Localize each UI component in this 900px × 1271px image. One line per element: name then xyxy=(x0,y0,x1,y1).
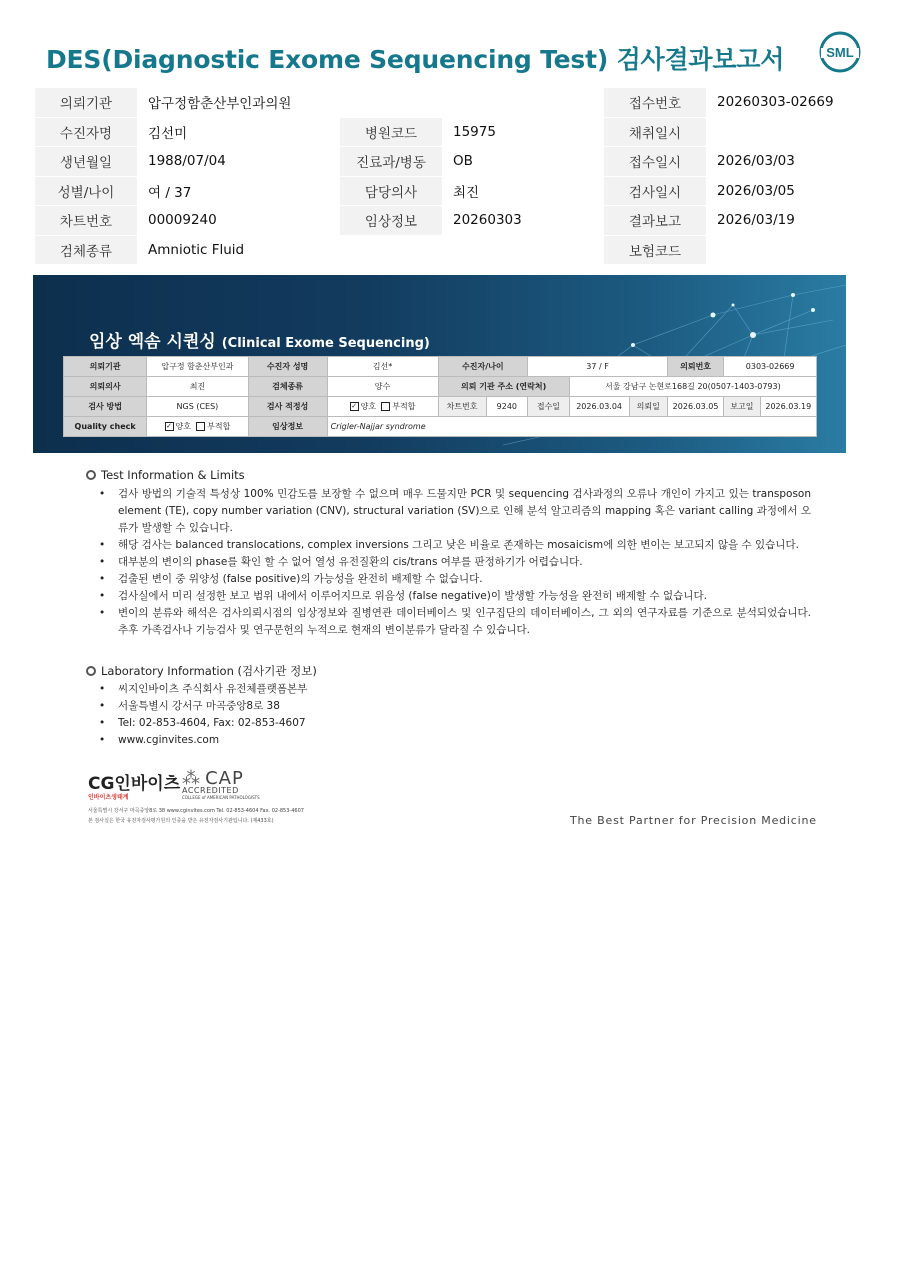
footer-address: 서울특별시 강서구 마곡중앙8로 38 www.cginvites.com Tel. 02-853-4604 Fax. 02-853-4607 xyxy=(88,808,304,814)
value-test-date: 2026/03/05 xyxy=(706,176,864,206)
value-result-report: 2026/03/19 xyxy=(706,206,864,236)
ces-title xyxy=(89,327,430,352)
ces-label-request-date: 의뢰일 xyxy=(629,397,667,417)
label-receipt-date: 접수일시 xyxy=(604,147,706,177)
ces-label-method: 검사 방법 xyxy=(64,397,147,417)
ces-value-doctor: 최진 xyxy=(147,377,248,397)
ces-label-report-date: 보고일 xyxy=(724,397,760,417)
ces-value-receipt: 2026.03.04 xyxy=(569,397,629,417)
label-receipt-number: 접수번호 xyxy=(604,88,706,117)
ces-info-table xyxy=(63,356,817,437)
cginvites-sub: 인바이츠생태계 xyxy=(88,794,129,801)
checked-box-icon: ✓ xyxy=(351,402,358,410)
ces-title-en: (Clinical Exome Sequencing) xyxy=(221,336,430,351)
list-item: • 검사 방법의 기술적 특성상 100% 민감도를 보장할 수 없으며 매우 드물지만 PCR 및 sequencing 검사과정의 오류나 개인이 가지고 있는 transposon element (TE), copy number variation (CNV), structural variation (SV)으로 인해 분석 알고리즘의 mapping 혹은 variant calling 과정에서 오류가 발생할 수 있습니다. xyxy=(99,486,811,537)
label-test-date: 검사일시 xyxy=(604,176,706,206)
ces-value-method: NGS (CES) xyxy=(147,397,248,417)
cap-college-text: COLLEGE of AMERICAN PATHOLOGISTS xyxy=(182,795,260,800)
ces-label-clinical: 임상정보 xyxy=(248,417,327,437)
label-hospital-code: 병원코드 xyxy=(340,117,442,147)
list-item: • Tel: 02-853-4604, Fax: 02-853-4607 xyxy=(99,715,307,732)
lab-info-heading xyxy=(86,663,317,679)
ces-label-request-no: 의뢰번호 xyxy=(667,357,723,377)
list-item: • 해당 검사는 balanced translocations, complex inversions 그리고 낮은 비율로 존재하는 mosaicism에 의한 변이는 보고되지 않을 수 있습니다. xyxy=(99,537,811,554)
table-row xyxy=(64,377,817,397)
empty-box-icon xyxy=(196,422,205,431)
cap-text: CAP xyxy=(205,768,244,789)
ces-label-doctor: 의뢰의사 xyxy=(64,377,147,397)
partner-slogan: The Best Partner for Precision Medicine xyxy=(570,814,817,827)
sml-logo xyxy=(818,30,862,74)
value-chart-number: 00009240 xyxy=(137,206,340,236)
value-patient-name: 김선미 xyxy=(137,117,340,147)
value-department: OB xyxy=(442,147,604,177)
cap-accredited-text: ACCREDITED xyxy=(182,786,239,795)
ces-value-specimen: 양수 xyxy=(327,377,438,397)
label-requesting-org: 의뢰기관 xyxy=(35,88,137,117)
report-title: DES(Diagnostic Exome Sequencing Test) 검사결과보고서 xyxy=(46,45,785,74)
footer-certification: 본 검사실은 한국 유전자검사평가원의 인증을 받은 유전자검사기관입니다. (제433호) xyxy=(88,818,274,824)
label-sex-age: 성별/나이 xyxy=(35,176,137,206)
list-item: • 서울특별시 강서구 마곡중앙8로 38 xyxy=(99,698,307,715)
ces-label-specimen: 검체종류 xyxy=(248,377,327,397)
value-specimen-type: Amniotic Fluid xyxy=(137,235,604,265)
ces-value-address: 서울 강남구 논현로168길 20(0507-1403-0793) xyxy=(569,377,816,397)
ces-value-clinical: Crigler-Najjar syndrome xyxy=(327,417,816,437)
label-result-report: 결과보고 xyxy=(604,206,706,236)
ces-quality-options xyxy=(147,417,248,437)
table-row xyxy=(35,235,864,265)
gear-bullet-icon xyxy=(86,470,96,480)
test-info-heading-text: Test Information & Limits xyxy=(101,468,245,482)
value-sex-age: 여 / 37 xyxy=(137,176,340,206)
value-hospital-code: 15975 xyxy=(442,117,604,147)
gear-bullet-icon xyxy=(86,666,96,676)
ces-value-report-date: 2026.03.19 xyxy=(760,397,816,417)
list-item: • www.cginvites.com xyxy=(99,732,307,749)
value-collection-date xyxy=(706,117,864,147)
ces-value-chart: 9240 xyxy=(486,397,528,417)
table-row xyxy=(35,206,864,236)
list-item: • 대부분의 변이의 phase를 확인 할 수 없어 열성 유전질환의 cis/trans 여부를 판정하기가 어렵습니다. xyxy=(99,554,811,571)
value-clinical-info: 20260303 xyxy=(442,206,604,236)
cap-seal-icon: ⁂ xyxy=(182,768,200,789)
ces-value-request-date: 2026.03.05 xyxy=(667,397,723,417)
table-row xyxy=(64,357,817,377)
ces-label-address: 의뢰 기관 주소 (연락처) xyxy=(438,377,569,397)
ces-label-name: 수진자 성명 xyxy=(248,357,327,377)
test-info-list xyxy=(99,486,811,639)
value-birth-date: 1988/07/04 xyxy=(137,147,340,177)
label-specimen-type: 검체종류 xyxy=(35,235,137,265)
list-item: • 검출된 변이 중 위양성 (false positive)의 가능성을 완전히 배제할 수 없습니다. xyxy=(99,571,811,588)
value-receipt-number: 20260303-02669 xyxy=(706,88,864,117)
table-row xyxy=(64,417,817,437)
checked-box-icon: ✓ xyxy=(166,422,172,430)
label-birth-date: 생년월일 xyxy=(35,147,137,177)
test-info-heading xyxy=(86,468,245,482)
label-chart-number: 차트번호 xyxy=(35,206,137,236)
label-insurance-code: 보험코드 xyxy=(604,235,706,265)
label-clinical-info: 임상정보 xyxy=(340,206,442,236)
sml-logo-text: SML xyxy=(826,45,854,60)
ces-adequacy-options xyxy=(327,397,438,417)
ces-value-request-no: 0303-02669 xyxy=(724,357,817,377)
quality-no: 부적합 xyxy=(207,422,231,431)
ces-value-sex-age: 37 / F xyxy=(528,357,668,377)
adequacy-no: 부적합 xyxy=(392,402,416,411)
lab-info-list xyxy=(99,681,307,749)
table-row xyxy=(35,88,864,117)
table-row xyxy=(35,176,864,206)
list-item: • 씨지인바이츠 주식회사 유전체플랫폼본부 xyxy=(99,681,307,698)
table-row xyxy=(35,117,864,147)
ces-label-adequacy: 검사 적정성 xyxy=(248,397,327,417)
table-row xyxy=(64,397,817,417)
ces-label-org: 의뢰기관 xyxy=(64,357,147,377)
label-department: 진료과/병동 xyxy=(340,147,442,177)
ces-value-name: 김선* xyxy=(327,357,438,377)
label-patient-name: 수진자명 xyxy=(35,117,137,147)
value-receipt-date: 2026/03/03 xyxy=(706,147,864,177)
cginvites-logo: CG인바이츠 xyxy=(88,774,181,794)
ces-label-receipt: 접수일 xyxy=(528,397,570,417)
table-row xyxy=(35,147,864,177)
cap-accredited-logo xyxy=(182,768,260,800)
lab-info-heading-text: Laboratory Information (검사기관 정보) xyxy=(101,664,317,678)
list-item: • 검사실에서 미리 설정한 보고 범위 내에서 이루어지므로 위음성 (false negative)이 발생할 가능성을 완전히 배제할 수 없습니다. xyxy=(99,588,811,605)
label-physician: 담당의사 xyxy=(340,176,442,206)
value-requesting-org: 압구정함춘산부인과의원 xyxy=(137,88,604,117)
patient-info-table xyxy=(35,88,864,265)
ces-value-org: 압구정 함춘산부인과 xyxy=(147,357,248,377)
ces-banner xyxy=(33,275,846,453)
ces-label-chart: 차트번호 xyxy=(438,397,486,417)
ces-label-sex-age: 수진자/나이 xyxy=(438,357,528,377)
value-insurance-code xyxy=(706,235,864,265)
ces-title-ko: 임상 엑솜 시퀀싱 xyxy=(89,332,216,352)
quality-ok: 양호 xyxy=(175,422,192,431)
adequacy-ok: 양호 xyxy=(360,402,377,411)
list-item: • 변이의 분류와 해석은 검사의뢰시점의 임상정보와 질병연관 데이터베이스 및 인구집단의 데이터베이스, 그 외의 연구자료를 기준으로 분석되었습니다. 추후 가족검사나 기능검사 및 연구문헌의 누적으로 현재의 변이분류가 달라질 수 있습니다. xyxy=(99,605,811,639)
empty-box-icon xyxy=(381,402,390,411)
ces-label-quality: Quality check xyxy=(64,417,147,437)
value-physician: 최진 xyxy=(442,176,604,206)
label-collection-date: 채취일시 xyxy=(604,117,706,147)
